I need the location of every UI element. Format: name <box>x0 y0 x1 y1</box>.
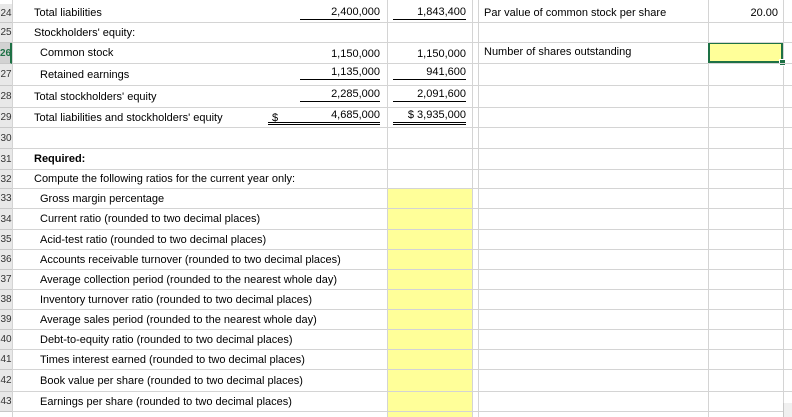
par-value-cell[interactable]: 20.00 <box>750 7 778 19</box>
row-header[interactable]: 30 <box>0 128 12 149</box>
row-label[interactable]: Stockholders' equity: <box>34 27 136 39</box>
row-header[interactable]: 32 <box>0 170 12 189</box>
row-header[interactable]: 29 <box>0 108 12 128</box>
row-label[interactable]: Times interest earned (rounded to two decimal places) <box>40 354 305 366</box>
row-header[interactable]: 43 <box>0 392 12 412</box>
row-header[interactable]: 27 <box>0 64 12 86</box>
row-header[interactable]: 41 <box>0 350 12 370</box>
current-year-value[interactable]: 1,135,000 <box>300 65 380 80</box>
row-label[interactable]: Required: <box>34 153 86 165</box>
par-value-label: Par value of common stock per share <box>484 7 667 19</box>
row-header[interactable]: 37 <box>0 270 12 290</box>
row-header[interactable]: 31 <box>0 149 12 170</box>
row-label[interactable]: Total liabilities <box>34 7 102 19</box>
row-header[interactable]: 39 <box>0 310 12 330</box>
gridline <box>12 148 792 149</box>
row-label[interactable]: Earnings per share (rounded to two decimal places) <box>40 396 292 408</box>
row-label[interactable]: Total liabilities and stockholders' equity <box>34 112 223 124</box>
prior-year-value[interactable]: 2,091,600 <box>393 87 466 102</box>
prior-year-value[interactable]: 941,600 <box>393 65 466 80</box>
row-header[interactable]: 33 <box>0 189 12 209</box>
current-year-value[interactable]: 2,285,000 <box>300 87 380 102</box>
row-label[interactable]: Average sales period (rounded to the nearest whole day) <box>40 314 317 326</box>
row-header[interactable]: 34 <box>0 209 12 230</box>
shares-outstanding-label: Number of shares outstanding <box>484 46 632 58</box>
row-label[interactable]: Acid-test ratio (rounded to two decimal places) <box>40 234 267 246</box>
answer-input-range[interactable] <box>388 189 472 417</box>
prior-year-value[interactable]: $ 3,935,000 <box>393 109 466 125</box>
row-header[interactable]: 35 <box>0 230 12 250</box>
row-label[interactable]: Accounts receivable turnover (rounded to two decimal places) <box>40 254 341 266</box>
row-header[interactable]: 24 <box>0 4 12 23</box>
row-header[interactable]: 28 <box>0 86 12 108</box>
row-label[interactable]: Inventory turnover ratio (rounded to two decimal places) <box>40 294 313 306</box>
row-label[interactable]: Compute the following ratios for the current year only: <box>34 173 296 185</box>
row-label[interactable]: Average collection period (rounded to the nearest whole day) <box>40 274 337 286</box>
row-label[interactable]: Book value per share (rounded to two decimal places) <box>40 375 303 387</box>
current-year-value[interactable]: 1,150,000 <box>331 48 380 60</box>
current-year-value[interactable]: 2,400,000 <box>300 5 380 20</box>
row-label[interactable]: Common stock <box>40 47 114 59</box>
current-year-value[interactable]: 4,685,000 <box>268 109 380 125</box>
row-label[interactable]: Retained earnings <box>40 69 130 81</box>
row-header[interactable]: 36 <box>0 250 12 270</box>
prior-year-value[interactable]: 1,150,000 <box>417 48 466 60</box>
row-label[interactable]: Current ratio (rounded to two decimal places) <box>40 213 261 225</box>
row-header[interactable]: 26 <box>0 43 12 64</box>
row-label[interactable]: Debt-to-equity ratio (rounded to two decimal places) <box>40 334 293 346</box>
currency-symbol: $ <box>272 112 279 124</box>
row-label[interactable]: Gross margin percentage <box>40 193 165 205</box>
row-header[interactable]: 40 <box>0 330 12 350</box>
shares-outstanding-input[interactable] <box>708 42 783 63</box>
prior-year-value[interactable]: 1,843,400 <box>393 5 466 20</box>
row-label[interactable]: Total stockholders' equity <box>34 91 157 103</box>
scrollbar-corner[interactable] <box>783 403 792 417</box>
row-header[interactable]: 42 <box>0 370 12 392</box>
row-header[interactable]: 38 <box>0 290 12 310</box>
row-header[interactable]: 25 <box>0 23 12 43</box>
